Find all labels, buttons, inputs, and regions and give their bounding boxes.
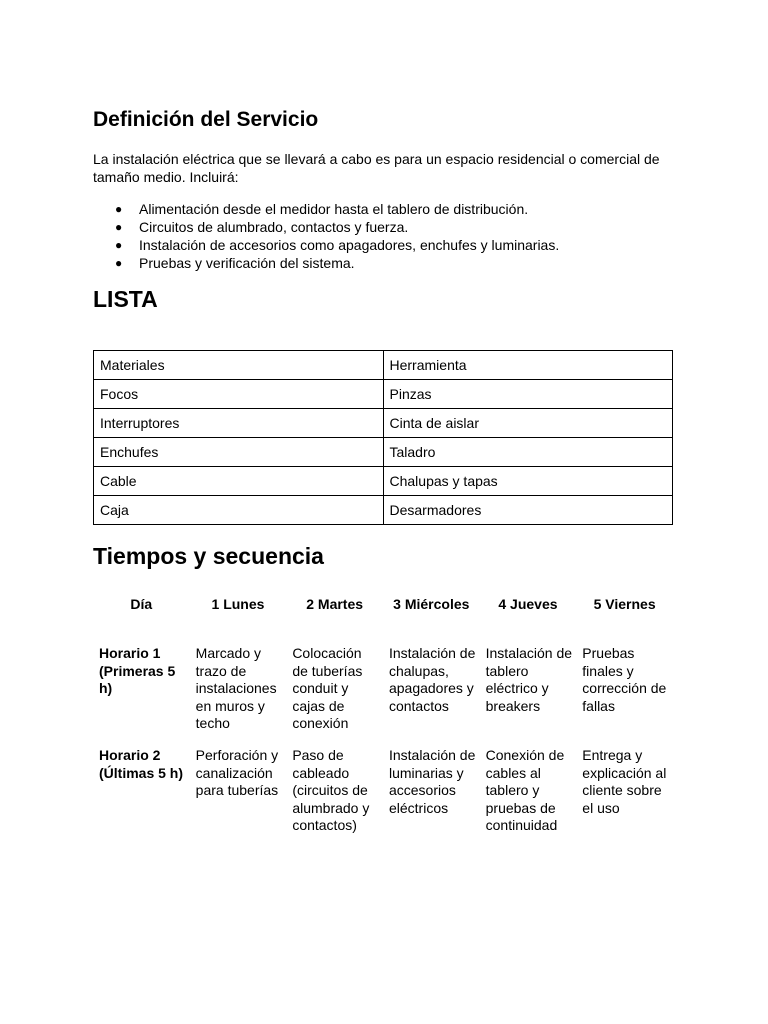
table-cell-materiales: Enchufes <box>94 438 384 467</box>
bullet-icon: ● <box>115 220 123 234</box>
column-header-martes: 2 Martes <box>306 595 364 612</box>
column-header-miercoles: 3 Miércoles <box>393 595 470 612</box>
schedule-table <box>93 588 673 847</box>
column-header-lunes: 1 Lunes <box>211 595 265 612</box>
table-cell: Marcado y trazo de instalaciones en muros y techo <box>195 645 277 732</box>
heading-lista: LISTA <box>93 286 158 312</box>
table-cell: Instalación de tablero eléctrico y breakers <box>485 645 573 714</box>
table-cell: Pruebas finales y corrección de fallas <box>582 645 667 714</box>
bullet-icon: ● <box>115 202 123 216</box>
table-cell-materiales: Cable <box>94 467 384 496</box>
column-header-jueves: 4 Jueves <box>498 595 558 612</box>
list-item <box>93 236 559 254</box>
table-cell-herramienta: Pinzas <box>383 380 673 409</box>
table-row <box>94 351 673 380</box>
table-row <box>94 380 673 409</box>
table-cell-materiales: Caja <box>94 496 384 525</box>
table-cell-herramienta: Desarmadores <box>383 496 673 525</box>
lista-table <box>93 350 673 525</box>
table-cell: Entrega y explicación al cliente sobre el uso <box>582 747 667 816</box>
table-cell-herramienta: Taladro <box>383 438 673 467</box>
bullet-icon: ● <box>115 238 123 252</box>
table-cell-materiales: Focos <box>94 380 384 409</box>
bullet-icon: ● <box>115 256 123 270</box>
table-row <box>93 621 673 740</box>
table-cell-materiales: Interruptores <box>94 409 384 438</box>
table-cell: Colocación de tuberías conduit y cajas de conexión <box>292 645 363 732</box>
intro-paragraph: La instalación eléctrica que se llevará a cabo es para un espacio residencial o comercial de tamaño medio. Incluirá: <box>93 151 660 185</box>
table-cell-materiales: Materiales <box>94 351 384 380</box>
list-item <box>93 218 559 236</box>
column-header-dia: Día <box>130 595 153 612</box>
table-row <box>94 409 673 438</box>
table-row <box>94 496 673 525</box>
list-item-text: Instalación de accesorios como apagadores, enchufes y luminarias. <box>139 237 560 253</box>
heading-tiempos-secuencia: Tiempos y secuencia <box>93 543 324 569</box>
table-cell: Perforación y canalización para tuberías <box>195 747 279 799</box>
table-cell: Instalación de luminarias y accesorios eléctricos <box>388 747 476 816</box>
table-cell-herramienta: Herramienta <box>383 351 673 380</box>
heading-definicion-servicio: Definición del Servicio <box>93 108 319 131</box>
service-bullet-list <box>93 200 559 272</box>
row-header-horario-1: Horario 1 (Primeras 5 h) <box>99 645 176 697</box>
table-cell: Instalación de chalupas, apagadores y contactos <box>388 645 476 714</box>
table-cell-herramienta: Chalupas y tapas <box>383 467 673 496</box>
table-row <box>93 740 673 847</box>
table-row <box>94 438 673 467</box>
list-item-text: Circuitos de alumbrado, contactos y fuerza. <box>139 219 409 235</box>
table-cell-herramienta: Cinta de aislar <box>383 409 673 438</box>
list-item-text: Pruebas y verificación del sistema. <box>139 255 355 271</box>
list-item-text: Alimentación desde el medidor hasta el tablero de distribución. <box>139 201 529 217</box>
row-header-horario-2: Horario 2 (Últimas 5 h) <box>99 747 184 781</box>
table-cell: Paso de cableado (circuitos de alumbrado y contactos) <box>292 747 370 834</box>
table-cell: Conexión de cables al tablero y pruebas de continuidad <box>485 747 565 834</box>
list-item <box>93 200 559 218</box>
column-header-viernes: 5 Viernes <box>593 595 656 612</box>
schedule-header-row <box>93 588 673 621</box>
table-row <box>94 467 673 496</box>
list-item <box>93 254 559 272</box>
